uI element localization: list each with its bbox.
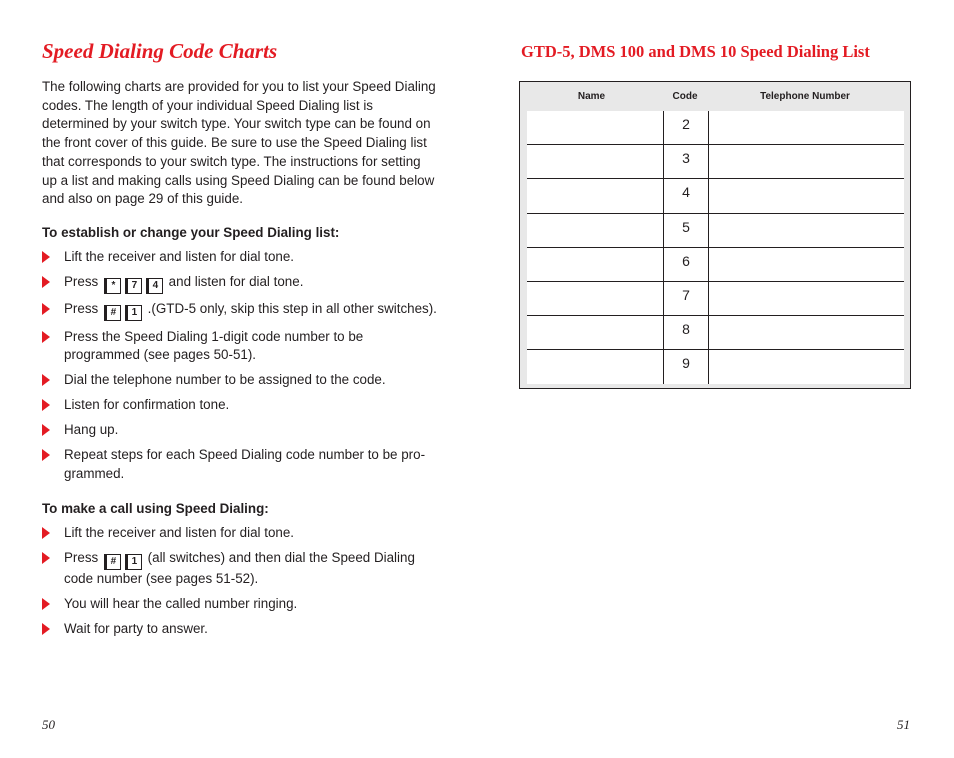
code-cell: 2	[663, 111, 709, 144]
name-cell[interactable]	[527, 350, 663, 383]
step-text: Listen for confirmation tone.	[64, 397, 230, 413]
telephone-cell[interactable]	[709, 316, 904, 349]
make-call-steps-list	[42, 524, 437, 639]
table-row	[527, 248, 904, 282]
establish-heading: To establish or change your Speed Dialing list:	[42, 224, 340, 240]
page-title: Speed Dialing Code Charts	[42, 39, 278, 63]
step-text: Wait for party to answer.	[64, 620, 208, 636]
name-cell[interactable]	[527, 316, 663, 349]
keypad-key-icon: 1	[127, 554, 142, 570]
telephone-cell[interactable]	[709, 248, 904, 281]
step-text: You will hear the called number ringing.	[64, 595, 298, 611]
step-suffix: .(GTD-5 only, skip this step in all other switches).	[143, 301, 437, 317]
bullet-arrow-icon	[42, 449, 50, 461]
keypad-key-icon: 7	[127, 278, 142, 294]
telephone-cell[interactable]	[709, 145, 904, 178]
code-cell: 6	[663, 248, 709, 281]
step-item	[42, 396, 437, 415]
code-cell: 8	[663, 316, 709, 349]
bullet-arrow-icon	[42, 598, 50, 610]
table-row	[527, 214, 904, 248]
code-cell: 4	[663, 179, 709, 212]
name-cell[interactable]	[527, 282, 663, 315]
right-page	[519, 38, 911, 62]
table-row	[527, 111, 904, 145]
column-header-code: Code	[672, 91, 698, 102]
column-header-name: Name	[577, 91, 606, 102]
intro-paragraph: The following charts are provided for you to list your Speed Dialing codes. The length of your individual Speed Dialing list is determined by your switch type. Your switch type can be found on the front cover of this guide. Be sure to use the Speed Dialing list that corresponds to your switch type. The instructions for setting up a list and making calls using Speed Dialing can be found below and also on page 29 of this guide.	[42, 79, 436, 207]
table-row	[527, 179, 904, 213]
bullet-arrow-icon	[42, 424, 50, 436]
bullet-arrow-icon	[42, 303, 50, 315]
name-cell[interactable]	[527, 111, 663, 144]
left-page	[42, 38, 437, 654]
bullet-arrow-icon	[42, 399, 50, 411]
step-item	[42, 549, 437, 589]
keypad-key-icon: #	[106, 554, 121, 570]
step-text: Dial the telephone number to be assigned to the code.	[64, 372, 386, 388]
make-call-heading: To make a call using Speed Dialing:	[42, 500, 269, 516]
bullet-arrow-icon	[42, 251, 50, 263]
code-cell: 9	[663, 350, 709, 383]
step-item	[42, 595, 437, 614]
code-cell: 3	[663, 145, 709, 178]
name-cell[interactable]	[527, 179, 663, 212]
keypad-key-icon: 1	[127, 305, 142, 321]
bullet-arrow-icon	[42, 374, 50, 386]
step-item	[42, 273, 437, 294]
step-prefix: Press	[64, 273, 102, 289]
name-cell[interactable]	[527, 214, 663, 247]
telephone-cell[interactable]	[709, 111, 904, 144]
bullet-arrow-icon	[42, 527, 50, 539]
telephone-cell[interactable]	[709, 282, 904, 315]
bullet-arrow-icon	[42, 623, 50, 635]
step-text: Hang up.	[64, 422, 119, 438]
table-row	[527, 350, 904, 383]
speed-dial-table	[519, 81, 911, 389]
page-number-right: 51	[897, 717, 910, 732]
telephone-cell[interactable]	[709, 350, 904, 383]
step-prefix: Press	[64, 301, 102, 317]
step-item	[42, 620, 437, 639]
step-text: Lift the receiver and listen for dial tone.	[64, 524, 295, 540]
step-text: Press the Speed Dialing 1-digit code number to be programmed (see pages 50-51).	[64, 328, 364, 363]
bullet-arrow-icon	[42, 276, 50, 288]
step-item	[42, 248, 437, 267]
speed-dial-list-title: GTD-5, DMS 100 and DMS 10 Speed Dialing List	[521, 42, 870, 61]
step-text: Lift the receiver and listen for dial tone.	[64, 248, 295, 264]
telephone-cell[interactable]	[709, 179, 904, 212]
telephone-cell[interactable]	[709, 214, 904, 247]
bullet-arrow-icon	[42, 552, 50, 564]
keypad-key-icon: #	[106, 305, 121, 321]
name-cell[interactable]	[527, 145, 663, 178]
table-row	[527, 282, 904, 316]
table-body	[527, 111, 904, 384]
establish-steps-list	[42, 248, 437, 484]
table-row	[527, 316, 904, 350]
step-item	[42, 371, 437, 390]
column-header-telephone: Telephone Number	[760, 91, 850, 102]
step-prefix: Press	[64, 549, 102, 565]
page-number-left: 50	[42, 717, 55, 732]
step-item	[42, 300, 437, 321]
step-item	[42, 524, 437, 543]
bullet-arrow-icon	[42, 331, 50, 343]
step-item	[42, 421, 437, 440]
name-cell[interactable]	[527, 248, 663, 281]
step-suffix: (all switches) and then dial the Speed Dialing code number (see pages 51-52).	[64, 549, 415, 586]
step-text: Repeat steps for each Speed Dialing code number to be pro-grammed.	[64, 447, 426, 481]
step-item	[42, 446, 437, 483]
table-header	[520, 82, 910, 111]
keypad-key-icon: 4	[148, 278, 163, 294]
table-row	[527, 145, 904, 179]
step-item	[42, 328, 437, 365]
code-cell: 5	[663, 214, 709, 247]
keypad-key-icon: *	[106, 278, 121, 294]
code-cell: 7	[663, 282, 709, 315]
step-suffix: and listen for dial tone.	[164, 273, 304, 289]
